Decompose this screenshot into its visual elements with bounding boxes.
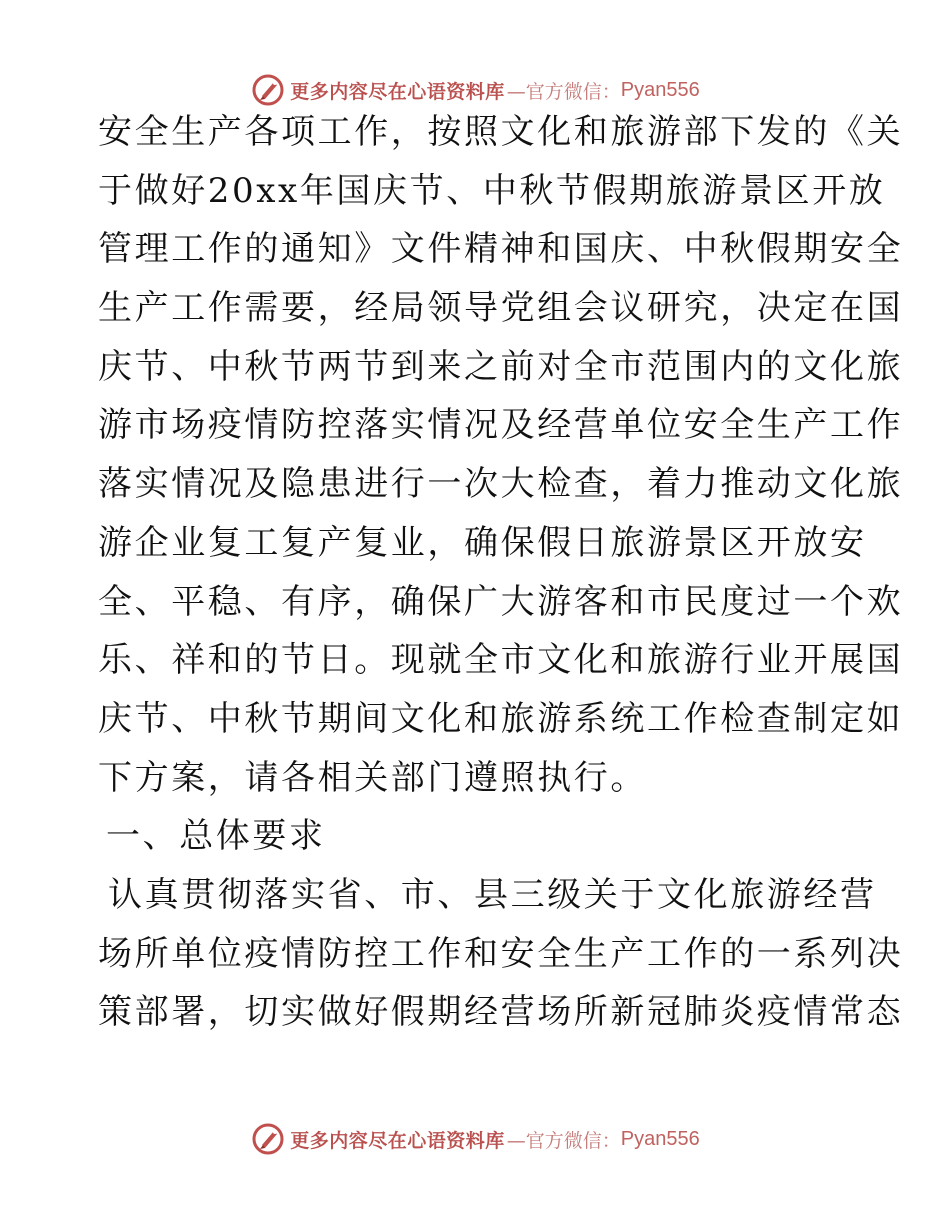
text-line: 庆节、中秋节期间文化和旅游系统工作检查制定如 (98, 698, 904, 739)
text-line: 游企业复工复产复业，确保假日旅游景区开放安 (98, 522, 867, 563)
text-line: 管理工作的通知》文件精神和国庆、中秋假期安全 (98, 229, 904, 270)
document-body (98, 103, 904, 1042)
text-line: 庆节、中秋节两节到来之前对全市范围内的文化旅 (98, 346, 904, 387)
text-line: 全、平稳、有序，确保广大游客和市民度过一个欢 (98, 581, 904, 622)
text-line: 认真贯彻落实省、市、县三级关于文化旅游经营 (108, 874, 877, 915)
pen-logo-icon (250, 1121, 286, 1157)
paragraph-intro (98, 103, 904, 807)
text-line: 生产工作需要，经局领导党组会议研究，决定在国 (98, 288, 904, 329)
watermark-main-text: 更多内容尽在心语资料库 (290, 80, 505, 103)
text-line: 落实情况及隐患进行一次大检查，着力推动文化旅 (98, 464, 904, 505)
watermark-main-text: 更多内容尽在心语资料库 (290, 1129, 505, 1152)
text-line: 安全生产各项工作，按照文化和旅游部下发的《关 (98, 112, 904, 152)
text-line: 下方案，请各相关部门遵照执行。 (98, 757, 647, 798)
text-line: 乐、祥和的节日。现就全市文化和旅游行业开展国 (98, 640, 904, 681)
text-line: 策部署，切实做好假期经营场所新冠肺炎疫情常态 (98, 992, 904, 1033)
paragraph-requirements (98, 866, 904, 1042)
watermark-sub-text: —官方微信： (506, 1129, 621, 1152)
footer-watermark (0, 1119, 950, 1159)
text-line: 场所单位疫情防控工作和安全生产工作的一系列决 (98, 933, 904, 974)
section-heading (98, 807, 858, 866)
watermark-sub-text: —官方微信： (506, 80, 621, 103)
text-line: 游市场疫情防控落实情况及经营单位安全生产工作 (98, 405, 904, 446)
watermark-wechat-id: Pyan556 (620, 78, 700, 101)
watermark-wechat-id: Pyan556 (620, 1127, 700, 1150)
text-line: 于做好20xx年国庆节、中秋节假期旅游景区开放 (98, 170, 886, 211)
heading-text: 一、总体要求 (106, 816, 326, 857)
